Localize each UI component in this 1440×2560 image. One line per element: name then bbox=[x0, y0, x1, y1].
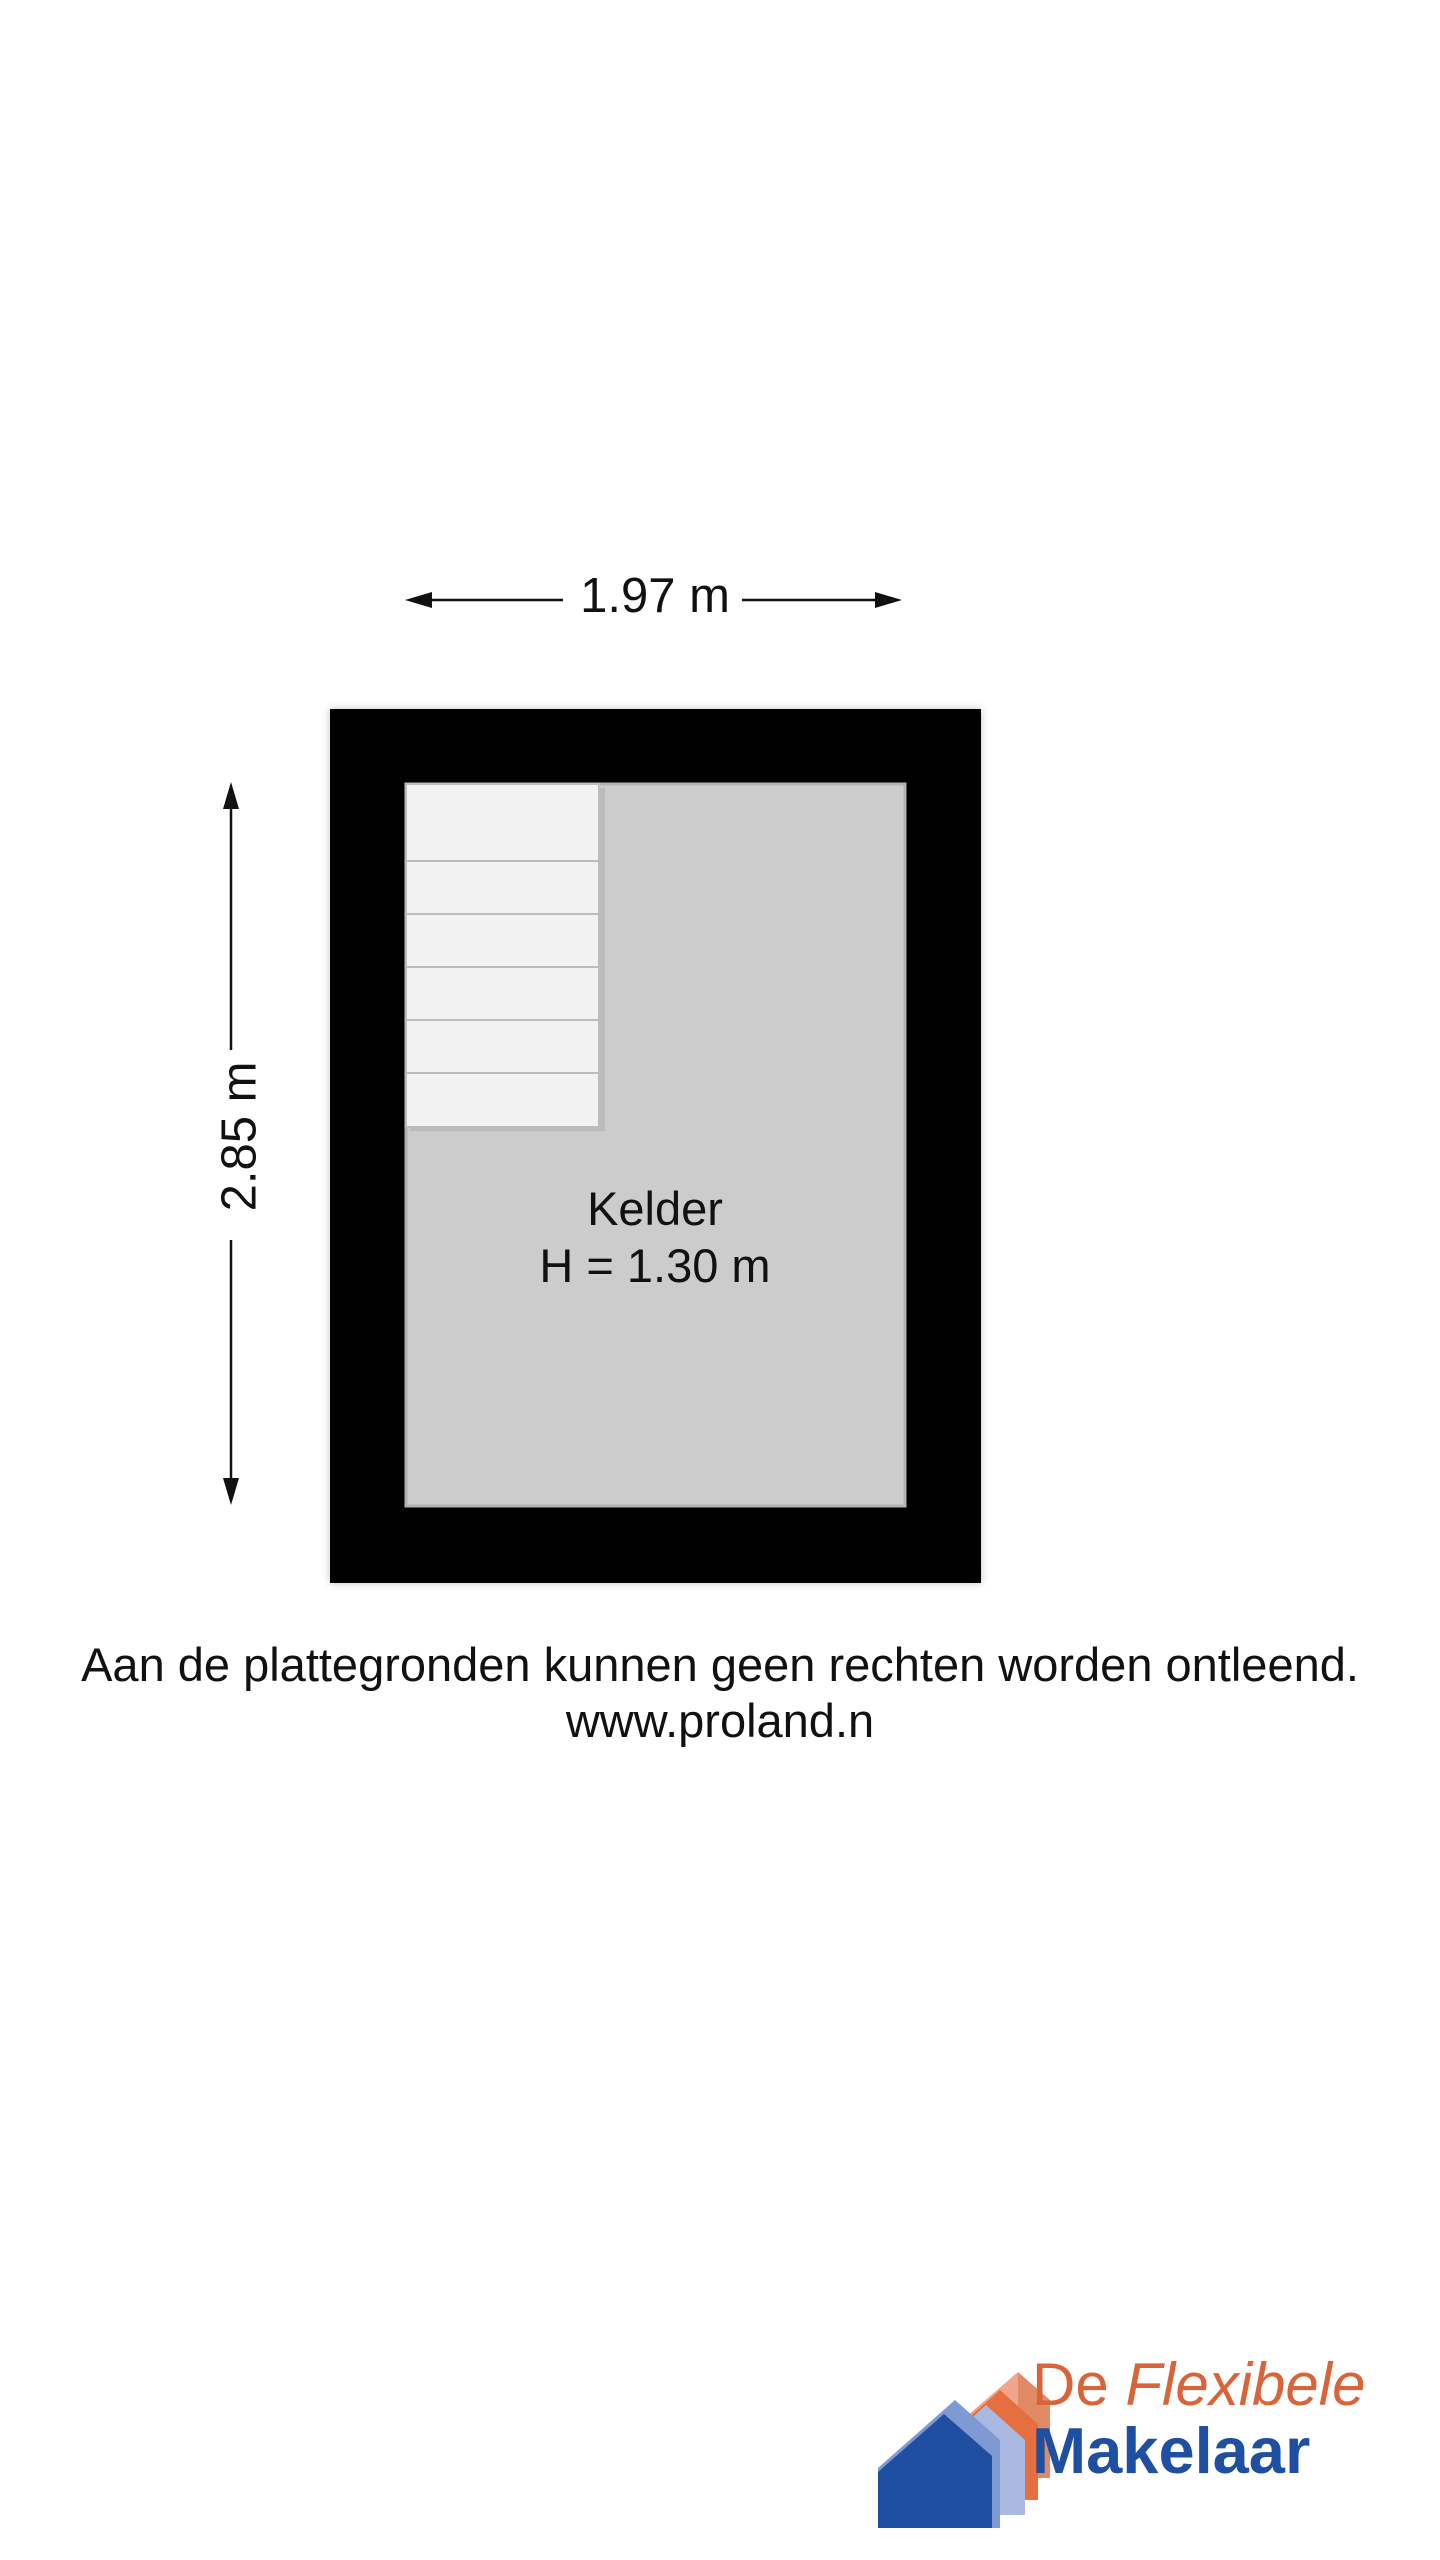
arrow-down-icon bbox=[223, 1478, 239, 1505]
stair-step bbox=[406, 914, 599, 967]
height-label: 2.85 m bbox=[212, 1061, 267, 1212]
stair-step bbox=[406, 1073, 599, 1127]
stair-step bbox=[406, 1020, 599, 1073]
house-icon bbox=[878, 2372, 1050, 2528]
disclaimer-text: Aan de plattegronden kunnen geen rechten worden ontleend. bbox=[81, 1638, 1359, 1691]
arrow-right-icon bbox=[875, 592, 902, 608]
company-logo bbox=[1032, 2351, 1432, 2487]
website-url: www.proland.n bbox=[565, 1694, 875, 1747]
logo-word-flexibele: Flexibele bbox=[1125, 2351, 1366, 2418]
room-label bbox=[460, 1180, 850, 1294]
staircase bbox=[406, 784, 605, 1131]
arrow-left-icon bbox=[405, 592, 432, 608]
stair-step bbox=[406, 861, 599, 914]
logo-word-de: De bbox=[1032, 2351, 1109, 2418]
width-label: 1.97 m bbox=[580, 569, 730, 623]
stair-step bbox=[406, 967, 599, 1020]
disclaimer bbox=[0, 1637, 1440, 1749]
room-height: H = 1.30 m bbox=[539, 1239, 771, 1292]
logo-word-makelaar: Makelaar bbox=[1032, 2414, 1311, 2487]
arrow-up-icon bbox=[223, 782, 239, 809]
logo-tagline bbox=[1032, 2352, 1432, 2418]
room-name: Kelder bbox=[587, 1182, 723, 1235]
stair-step bbox=[406, 784, 599, 861]
